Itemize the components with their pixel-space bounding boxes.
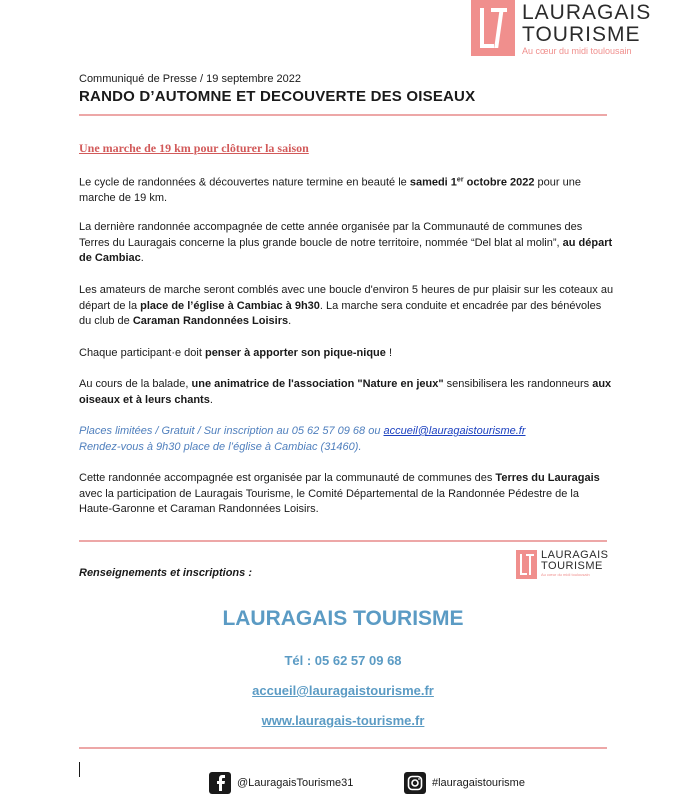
paragraph-amateurs: Les amateurs de marche seront comblés avec une boucle d'environ 5 heures de pur plaisir sur les coteaux au départ de la place de l’église à Cambiac à 9h30. La marche sera conduite et encadrée par des bénévoles du club de Caraman Randonnées Loisirs. — [79, 284, 614, 327]
logo-line1: LAURAGAIS — [522, 1, 652, 24]
text-cursor — [79, 762, 80, 777]
paragraph-cycle: Le cycle de randonnées & découvertes nature termine en beauté le samedi 1er octobre 2022 pour une marche de 19 km. — [79, 176, 581, 205]
paragraph-boucle: La dernière randonnée accompagnée de cette année organisée par la Communauté de communes des Terres du Lauragais concerne la plus grande boucle de notre territoire, nommée “Del blat al molin”, au départ de Cambiac. — [79, 221, 613, 264]
subtitle-link[interactable]: Une marche de 19 km pour clôturer la saison — [79, 141, 309, 155]
registration-info: Places limitées / Gratuit / Sur inscription au 05 62 57 09 68 ou accueil@lauragaistourisme.fr Rendez-vous à 9h30 place de l’église à Cambiac (31460). — [79, 425, 526, 453]
press-release-date: Communiqué de Presse / 19 septembre 2022 — [79, 73, 301, 85]
contact-phone: Tél : 05 62 57 09 68 — [284, 653, 402, 668]
facebook-icon — [209, 772, 231, 794]
header-divider — [79, 114, 607, 116]
contact-website-link[interactable]: www.lauragais-tourisme.fr — [261, 713, 425, 728]
contact-top-divider — [79, 540, 607, 542]
registration-email-link[interactable]: accueil@lauragaistourisme.fr — [383, 425, 526, 437]
contact-heading: Renseignements et inscriptions : — [79, 567, 252, 579]
logo-tagline: Au cœur du midi toulousain — [522, 46, 632, 56]
contact-org-name: LAURAGAIS TOURISME — [222, 607, 464, 630]
lauragais-tourisme-logo — [471, 0, 651, 56]
lauragais-tourisme-small-logo: LAURAGAIS TOURISME Au cœur du midi toulousain — [516, 550, 608, 579]
logo-line2: TOURISME — [522, 23, 641, 46]
contact-email-link[interactable]: accueil@lauragaistourisme.fr — [252, 683, 434, 698]
instagram-handle[interactable]: #lauragaistourisme — [404, 772, 525, 794]
contact-bottom-divider — [79, 747, 607, 749]
paragraph-organisation: Cette randonnée accompagnée est organisée par la communauté de communes des Terres du Lauragais avec la participation de Lauragais Tourisme, le Comité Départemental de la Randonnée Pédestre de la Haute-Garonne et Caraman Randonnées Loisirs. — [79, 472, 600, 515]
facebook-handle[interactable]: @LauragaisTourisme31 — [209, 772, 353, 794]
page-title: RANDO D’AUTOMNE ET DECOUVERTE DES OISEAUX — [79, 88, 476, 105]
paragraph-animatrice: Au cours de la balade, une animatrice de l'association "Nature en jeux" sensibilisera les randonneurs aux oiseaux et à leurs chants. — [79, 378, 612, 406]
lt-logo-mark-icon — [471, 0, 515, 56]
paragraph-pique-nique: Chaque participant·e doit penser à apporter son pique-nique ! — [79, 347, 393, 359]
instagram-icon — [404, 772, 426, 794]
